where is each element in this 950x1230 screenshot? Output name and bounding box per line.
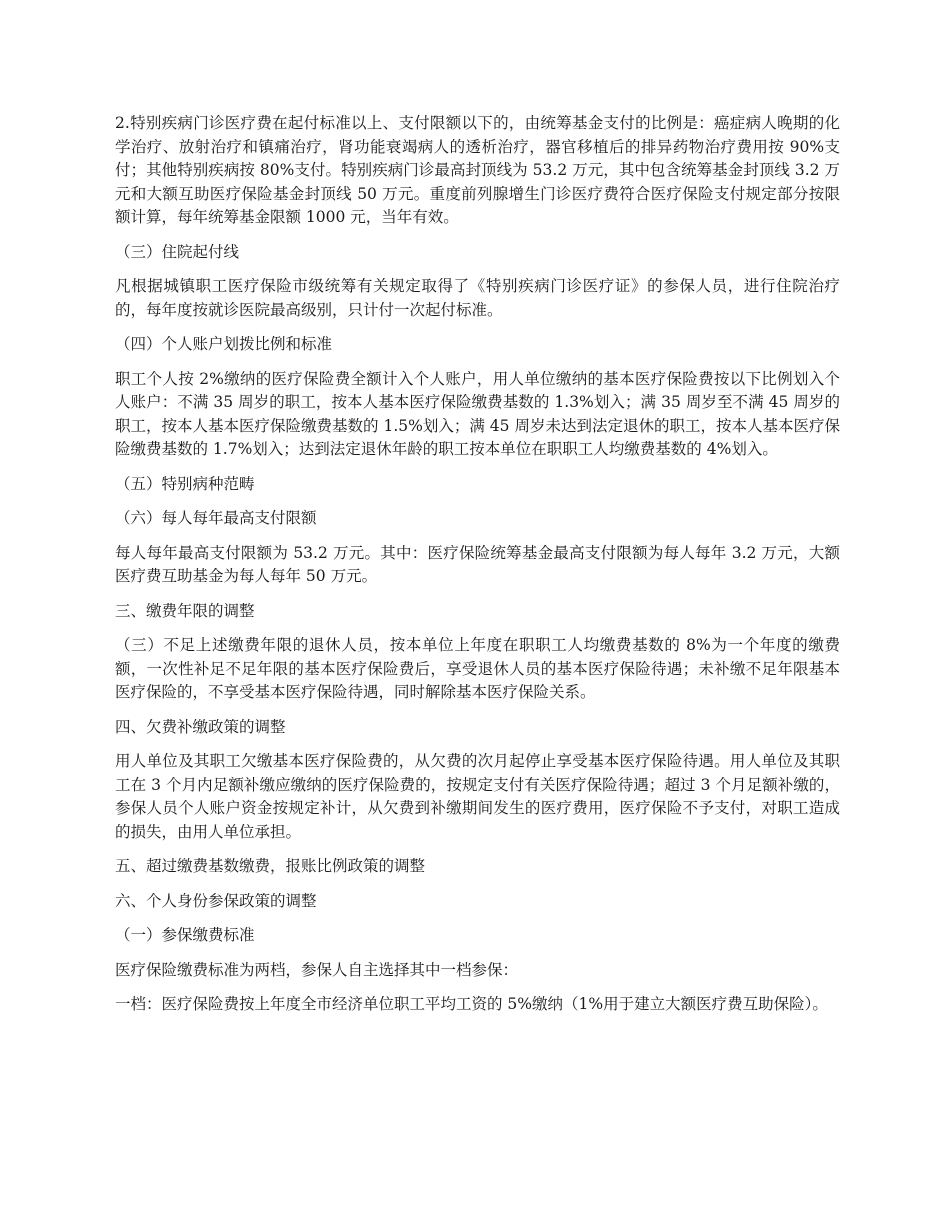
heading-hospitalization-deductible: （三）住院起付线 [115, 242, 240, 261]
document-body [115, 112, 840, 1028]
heading-contribution-standard: （一）参保缴费标准 [115, 926, 255, 944]
heading-exceeding-base-contribution: 五、超过缴费基数缴费，报账比例政策的调整 [115, 857, 426, 875]
heading-special-disease-scope: （五）特别病种范畴 [115, 474, 255, 493]
paragraph-contribution-years: （三）不足上述缴费年限的退休人员，按本单位上年度在职职工人均缴费基数的 8%为一个年度的缴费额，一次性补足不足年限的基本医疗保险费后，享受退休人员的基本医疗保险待遇；未补缴不足年限基本医疗保险的，不享受基本医疗保险待遇，同时解除基本医疗保险关系。 [115, 636, 840, 701]
paragraph-special-disease-outpatient-ratio: 2.特别疾病门诊医疗费在起付标准以上、支付限额以下的，由统筹基金支付的比例是：癌症病人晚期的化学治疗、放射治疗和镇痛治疗，肾功能衰竭病人的透析治疗，器官移植后的排异药物治疗费用按 90%支付；其他特别疾病按 80%支付。特别疾病门诊最高封顶线为 53.2 万元，其中包含统筹基金封顶线 3.2 万元和大额互助医疗保险基金封顶线 50 万元。重度前列腺增生门诊医疗费符合医疗保险支付规定部分按限额计算，每年统筹基金限额 1000 元，当年有效。 [115, 114, 840, 226]
paragraph-personal-account-allocation: 职工个人按 2%缴纳的医疗保险费全额计入个人账户，用人单位缴纳的基本医疗保险费按以下比例划入个人账户：不满 35 周岁的职工，按本人基本医疗保险缴费基数的 1.3%划入；满 35 周岁至不满 45 周岁的职工，按本人基本医疗保险缴费基数的 1.5%划入；满 45 周岁未达到法定退休的职工，按本人基本医疗保险缴费基数的 1.7%划入；达到法定退休年龄的职工按本单位在职职工人均缴费基数的 4%划入。 [115, 369, 840, 458]
paragraph-arrears-policy: 用人单位及其职工欠缴基本医疗保险费的，从欠费的次月起停止享受基本医疗保险待遇。用人单位及其职工在 3 个月内足额补缴应缴纳的医疗保险费的，按规定支付有关医疗保险待遇；超过 3 个月足额补缴的，参保人员个人账户资金按规定补计，从欠费到补缴期间发生的医疗费用，医疗保险不予支付，对职工造成的损失，由用人单位承担。 [115, 752, 840, 841]
heading-individual-enrollment: 六、个人身份参保政策的调整 [115, 891, 317, 910]
heading-arrears-policy: 四、欠费补缴政策的调整 [115, 717, 286, 736]
heading-max-annual-payment: （六）每人每年最高支付限额 [115, 509, 317, 527]
paragraph-contribution-standard: 医疗保险缴费标准为两档，参保人自主选择其中一档参保： [115, 960, 519, 979]
paragraph-hospitalization-deductible: 凡根据城镇职工医疗保险市级统筹有关规定取得了《特别疾病门诊医疗证》的参保人员，进行住院治疗的，每年度按就诊医院最高级别，只计付一次起付标准。 [115, 277, 840, 319]
paragraph-max-annual-payment: 每人每年最高支付限额为 53.2 万元。其中：医疗保险统筹基金最高支付限额为每人每年 3.2 万元，大额医疗费互助基金为每人每年 50 万元。 [115, 543, 840, 585]
paragraph-tier-one: 一档：医疗保险费按上年度全市经济单位职工平均工资的 5%缴纳（1%用于建立大额医疗费互助保险）。 [115, 995, 828, 1013]
heading-contribution-years: 三、缴费年限的调整 [115, 601, 255, 620]
heading-personal-account-allocation: （四）个人账户划拨比例和标准 [115, 335, 333, 353]
